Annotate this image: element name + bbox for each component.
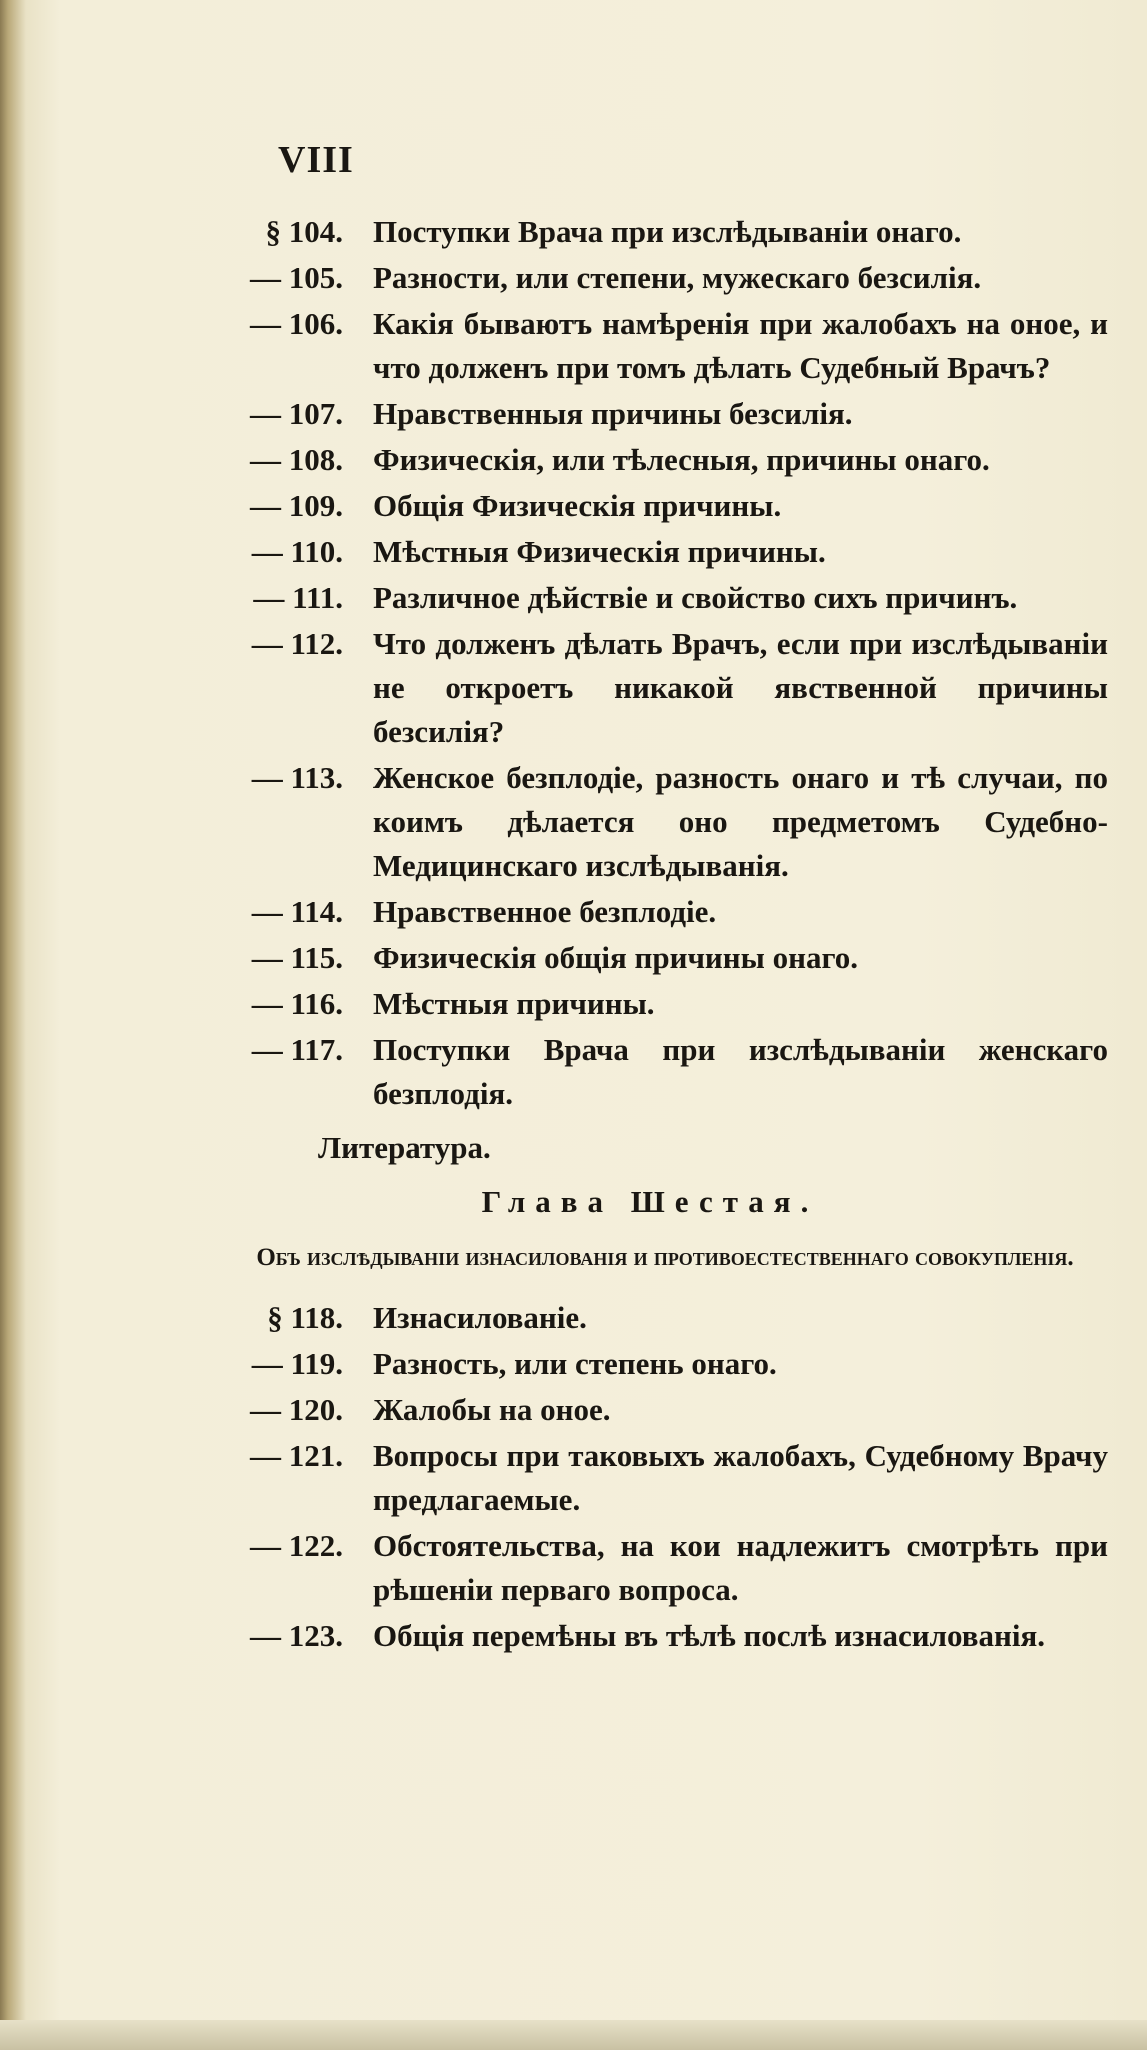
chapter-title: Глава Шестая. <box>481 1184 819 1219</box>
page-bottom-edge <box>0 2020 1147 2050</box>
section-number: — 111. <box>253 580 343 615</box>
section-number: — 123. <box>250 1618 343 1653</box>
section-title: Физическія общія причины онаго. <box>373 940 859 975</box>
section-title: Разность, или степень онаго. <box>373 1346 777 1381</box>
section-title: Женское безплодіе, разность онаго и тѣ случаи, по коимъ дѣлается оно предметомъ Судебно-Медицинскаго изслѣдыванія. <box>373 760 1108 883</box>
section-number: — 109. <box>250 488 343 523</box>
toc-entry <box>0 1296 1147 1340</box>
section-title: Разности, или степени, мужескаго безсилія. <box>373 260 982 295</box>
section-number: — 112. <box>251 626 343 661</box>
section-title: Жалобы на оное. <box>373 1392 611 1427</box>
toc-entry <box>0 1434 1147 1522</box>
toc-entry <box>0 1342 1147 1386</box>
section-number: — 121. <box>250 1438 343 1473</box>
toc-entry <box>0 438 1147 482</box>
toc-entry <box>0 392 1147 436</box>
toc-entry <box>0 484 1147 528</box>
section-number: — 115. <box>251 940 343 975</box>
toc-entry <box>0 622 1147 754</box>
toc-entry <box>0 1614 1147 1658</box>
section-number: — 117. <box>251 1032 343 1067</box>
toc-entry <box>0 1028 1147 1116</box>
toc-list-chapter-six <box>0 1296 1147 1658</box>
section-number: — 106. <box>250 306 343 341</box>
section-number: — 119. <box>251 1346 343 1381</box>
section-title: Обстоятельства, на кои надлежитъ смотрѣть при рѣшеніи перваго вопроса. <box>373 1528 1108 1607</box>
section-title: Вопросы при таковыхъ жалобахъ, Судебному Врачу предлагаемые. <box>373 1438 1108 1517</box>
table-of-contents <box>0 210 1147 1660</box>
toc-entry <box>0 256 1147 300</box>
section-title: Мѣстныя Физическія причины. <box>373 534 826 569</box>
section-number: — 105. <box>250 260 343 295</box>
toc-entry <box>0 1388 1147 1432</box>
section-title: Какія бываютъ намѣренія при жалобахъ на оное, и что долженъ при томъ дѣлать Судебный Врачъ? <box>373 306 1108 385</box>
section-title: Физическія, или тѣлесныя, причины онаго. <box>373 442 990 477</box>
toc-list-chapter-five <box>0 210 1147 1116</box>
section-number: — 116. <box>251 986 343 1021</box>
section-number: — 120. <box>250 1392 343 1427</box>
section-number: — 122. <box>250 1528 343 1563</box>
section-title: Различное дѣйствіе и свойство сихъ причинъ. <box>373 580 1018 615</box>
section-number: § 118. <box>267 1300 343 1335</box>
toc-entry <box>0 576 1147 620</box>
section-number: — 110. <box>251 534 343 569</box>
section-number: — 113. <box>251 760 343 795</box>
section-title: Общія Физическія причины. <box>373 488 782 523</box>
toc-entry <box>0 530 1147 574</box>
chapter-subtitle: Объ изслѣдываніи изнасилованія и противоестественнаго совокупленія. <box>256 1244 1074 1271</box>
section-number: — 107. <box>250 396 343 431</box>
section-title: Поступки Врача при изслѣдываніи онаго. <box>373 214 962 249</box>
toc-entry <box>0 302 1147 390</box>
toc-entry <box>0 1524 1147 1612</box>
toc-entry <box>0 756 1147 888</box>
toc-entry <box>0 982 1147 1026</box>
toc-entry <box>0 890 1147 934</box>
section-title: Изнасилованіе. <box>373 1300 587 1335</box>
section-number: — 114. <box>251 894 343 929</box>
section-title: Мѣстныя причины. <box>373 986 655 1021</box>
toc-entry <box>0 210 1147 254</box>
toc-entry <box>0 936 1147 980</box>
section-number: § 104. <box>265 214 343 249</box>
section-title: Что долженъ дѣлать Врачъ, если при изслѣдываніи не откроетъ никакой явственной причины безсилія? <box>373 626 1108 749</box>
section-title: Нравственныя причины безсилія. <box>373 396 853 431</box>
section-title: Поступки Врача при изслѣдываніи женскаго безплодія. <box>373 1032 1108 1111</box>
page-number: VIII <box>278 139 354 181</box>
literature-heading: Литература. <box>318 1130 491 1165</box>
section-title: Общія перемѣны въ тѣлѣ послѣ изнасилованія. <box>373 1618 1045 1653</box>
section-number: — 108. <box>250 442 343 477</box>
section-title: Нравственное безплодіе. <box>373 894 717 929</box>
